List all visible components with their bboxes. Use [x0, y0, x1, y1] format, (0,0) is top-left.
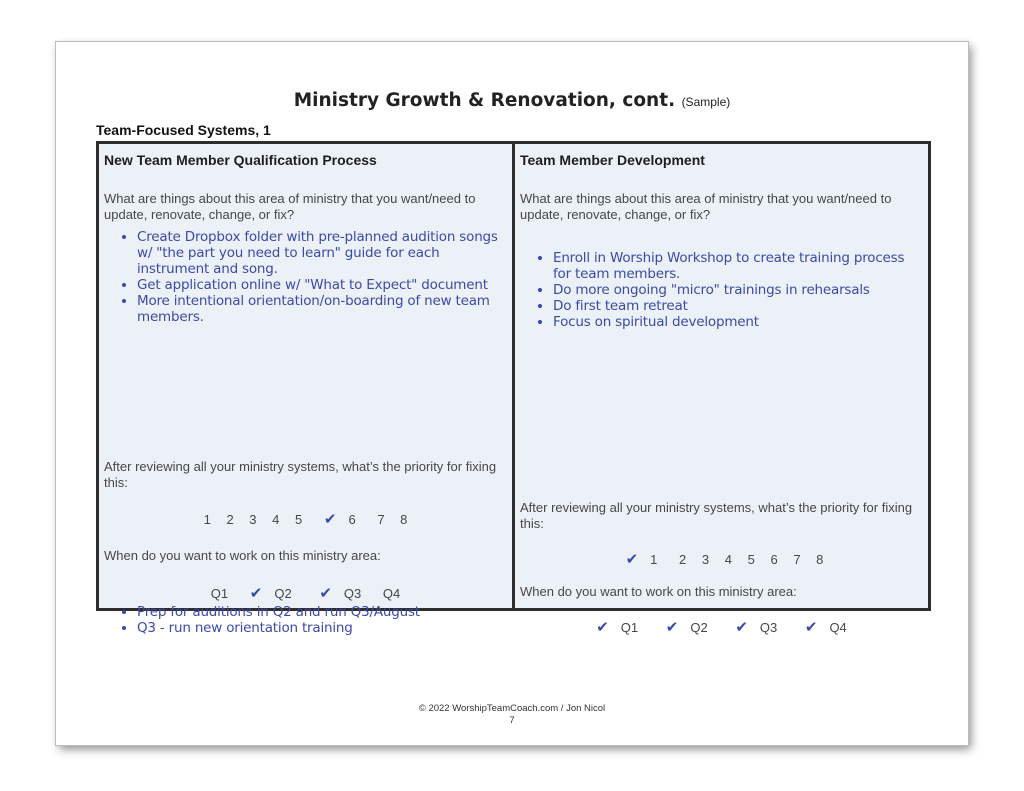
- left-panel-heading: New Team Member Qualification Process: [104, 152, 377, 168]
- page-title: [56, 90, 968, 111]
- section-heading: Team-Focused Systems, 1: [96, 122, 271, 138]
- right-quarter-scale: [515, 618, 928, 636]
- priority-option: 3: [701, 552, 710, 567]
- priority-option: 8: [816, 552, 824, 567]
- note-item: • More intentional orientation/on-boarding of new team members.: [137, 293, 504, 325]
- left-when-question: When do you want to work on this ministry area:: [104, 548, 381, 563]
- page-number: 7: [509, 715, 515, 726]
- priority-option-selected: 1: [650, 552, 658, 567]
- left-priority-scale: [99, 510, 512, 528]
- left-question: What are things about this area of ministry that you want/need to update, renovate, change, or fix?: [104, 191, 476, 222]
- priority-option: 6: [770, 552, 778, 567]
- quarter-option: Q4: [382, 586, 401, 601]
- priority-option: 2: [679, 552, 687, 567]
- note-item: • Q3 - run new orientation training: [137, 620, 504, 636]
- left-quarter-scale: [99, 584, 512, 602]
- quarter-option-selected: Q2: [690, 620, 708, 635]
- page-footer: [56, 703, 968, 727]
- priority-option: 5: [295, 512, 303, 527]
- priority-option: 7: [377, 512, 385, 527]
- left-panel: [99, 144, 512, 636]
- note-item: • Focus on spiritual development: [553, 314, 920, 330]
- note-item: • Get application online w/ "What to Expect" document: [137, 277, 504, 293]
- note-item: • Do more ongoing "micro" trainings in rehearsals: [553, 282, 920, 298]
- check-mark-icon: ✔: [625, 551, 639, 568]
- note-item: • Enroll in Worship Workshop to create training process for team members.: [553, 250, 920, 282]
- priority-option: 3: [249, 512, 257, 527]
- priority-option: 1: [203, 512, 211, 527]
- check-mark-icon: ✔: [665, 619, 679, 636]
- priority-option: 5: [747, 552, 755, 567]
- note-item: • Prep for auditions in Q2 and run Q3/August: [137, 604, 504, 620]
- right-panel: [512, 144, 928, 636]
- right-panel-heading: Team Member Development: [520, 152, 705, 168]
- note-item: • Create Dropbox folder with pre-planned audition songs w/ "the part you need to learn" guide for each instrument and song.: [137, 229, 504, 277]
- quarter-option-selected: Q3: [343, 586, 362, 601]
- check-mark-icon: ✔: [596, 619, 609, 636]
- priority-option: 2: [226, 512, 234, 527]
- check-mark-icon: ✔: [323, 511, 337, 528]
- copyright-text: © 2022 WorshipTeamCoach.com / Jon Nicol: [418, 703, 606, 714]
- left-priority-question: After reviewing all your ministry systems, what’s the priority for fixing this:: [104, 459, 497, 490]
- priority-option: 8: [400, 512, 408, 527]
- priority-option: 7: [793, 552, 801, 567]
- page-title-text: Ministry Growth & Renovation, cont.: [293, 90, 676, 111]
- worksheet-grid: [96, 141, 931, 636]
- quarter-option-selected: Q3: [759, 620, 778, 635]
- check-mark-icon: ✔: [319, 585, 332, 602]
- priority-option: 4: [724, 552, 732, 567]
- check-mark-icon: ✔: [735, 619, 748, 636]
- quarter-option-selected: Q4: [829, 620, 847, 635]
- right-priority-scale: [515, 550, 928, 568]
- quarter-option-selected: Q2: [274, 586, 292, 601]
- quarter-option-selected: Q1: [620, 620, 639, 635]
- right-when-question: When do you want to work on this ministry area:: [520, 584, 797, 599]
- priority-option-selected: 6: [348, 512, 356, 527]
- right-question: What are things about this area of ministry that you want/need to update, renovate, change, or fix?: [520, 191, 892, 222]
- right-notes-list: [533, 250, 920, 330]
- worksheet-page: [56, 42, 968, 745]
- priority-option: 4: [272, 512, 280, 527]
- check-mark-icon: ✔: [804, 619, 818, 636]
- right-priority-question: After reviewing all your ministry systems, what’s the priority for fixing this:: [520, 500, 913, 531]
- left-notes-list: [117, 229, 504, 325]
- quarter-option: Q1: [210, 586, 229, 601]
- sample-label: (Sample): [681, 95, 731, 109]
- check-mark-icon: ✔: [249, 585, 263, 602]
- left-when-notes: [117, 604, 504, 636]
- note-item: • Do first team retreat: [553, 298, 920, 314]
